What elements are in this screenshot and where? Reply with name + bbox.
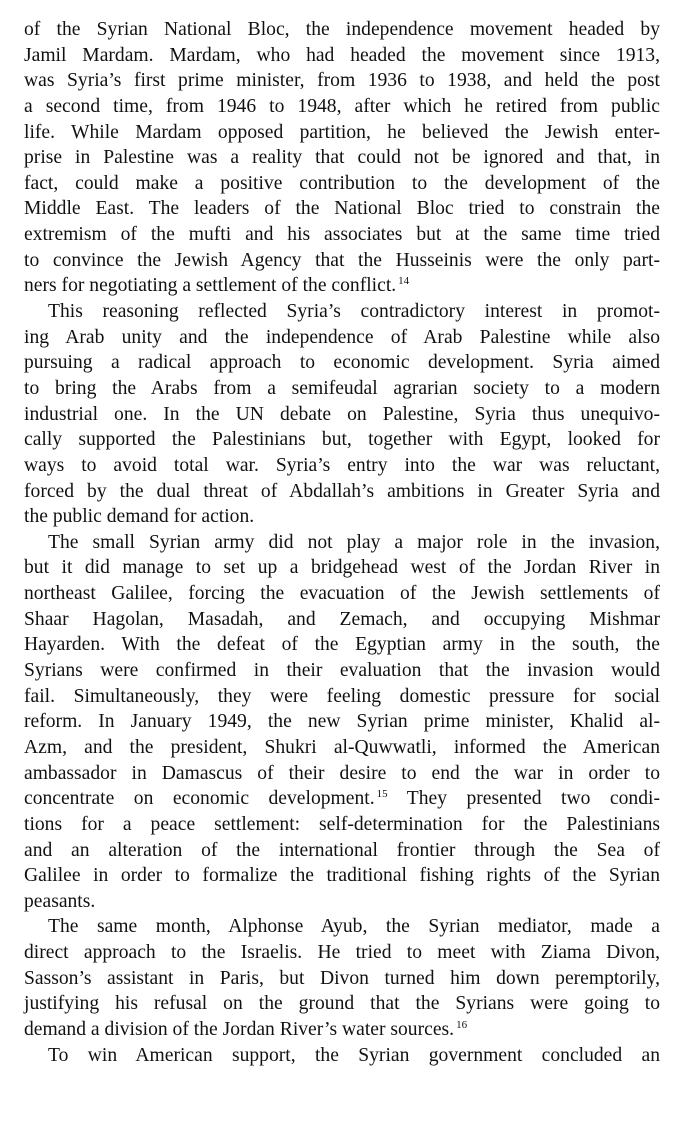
text-line (24, 684, 660, 710)
text-line (24, 940, 660, 966)
text-line (24, 991, 660, 1017)
line-text: Jamil Mardam. Mardam, who had headed the movement since 1913, (24, 44, 660, 66)
text-line (24, 350, 660, 376)
line-text: extremism of the mufti and his associates but at the same time tried (24, 224, 660, 246)
text-line (24, 786, 660, 812)
text-line (24, 658, 660, 684)
text-line (24, 735, 660, 761)
paragraph (24, 530, 660, 915)
line-text: ways to avoid total war. Syria’s entry into the war was reluctant, (24, 454, 660, 476)
line-text: ambassador in Damascus of their desire to end the war in order to (24, 762, 660, 784)
line-text: industrial one. In the UN debate on Palestine, Syria thus unequivo- (24, 403, 660, 425)
line-text: to bring the Arabs from a semifeudal agrarian society to a modern (24, 377, 660, 399)
footnote-marker[interactable]: 16 (456, 1018, 468, 1031)
text-line (24, 402, 660, 428)
text-line (24, 376, 660, 402)
text-line (24, 248, 660, 274)
line-text: cally supported the Palestinians but, together with Egypt, looked for (24, 429, 660, 451)
line-text: concentrate on economic development. (24, 788, 375, 810)
line-text: a second time, from 1946 to 1948, after which he retired from public (24, 95, 660, 117)
text-line (24, 171, 660, 197)
line-text: Azm, and the president, Shukri al-Quwwatli, informed the American (24, 736, 660, 758)
text-line (24, 325, 660, 351)
line-text: fact, could make a positive contribution to the development of the (24, 172, 660, 194)
text-line (24, 17, 660, 43)
text-line (24, 812, 660, 838)
line-text: direct approach to the Israelis. He tried to meet with Ziama Divon, (24, 942, 660, 964)
text-line (24, 453, 660, 479)
line-text: tions for a peace settlement: self-determination for the Palestinians (24, 813, 660, 835)
text-line (24, 196, 660, 222)
line-text: but it did manage to set up a bridgehead west of the Jordan River in (24, 557, 660, 579)
text-line (24, 43, 660, 69)
text-line (24, 479, 660, 505)
text-line (24, 838, 660, 864)
line-text: reform. In January 1949, the new Syrian prime minister, Khalid al- (24, 711, 660, 733)
paragraph (24, 299, 660, 530)
text-line (24, 273, 660, 299)
line-text: peasants. (24, 890, 96, 912)
text-line (24, 889, 660, 915)
footnote-marker[interactable]: 15 (376, 788, 388, 801)
line-text: They presented two condi- (387, 788, 660, 810)
document-page (24, 17, 660, 1068)
text-line (24, 222, 660, 248)
line-text: pursuing a radical approach to economic development. Syria aimed (24, 352, 660, 374)
text-line (24, 504, 660, 530)
line-text: Hayarden. With the defeat of the Egyptian army in the south, the (24, 634, 660, 656)
line-text: Shaar Hagolan, Masadah, and Zemach, and occupying Mishmar (24, 608, 660, 630)
line-text: ners for negotiating a settlement of the conflict. (24, 275, 397, 297)
line-text: the public demand for action. (24, 506, 255, 528)
line-text: ing Arab unity and the independence of Arab Palestine while also (24, 326, 660, 348)
footnote-marker[interactable]: 14 (398, 275, 410, 288)
line-text: and an alteration of the international frontier through the Sea of (24, 839, 660, 861)
text-line (24, 530, 660, 556)
line-text: This reasoning reflected Syria’s contradictory interest in promot- (48, 301, 660, 323)
text-line (24, 1043, 660, 1069)
text-line (24, 966, 660, 992)
text-line (24, 68, 660, 94)
line-text: prise in Palestine was a reality that could not be ignored and that, in (24, 147, 660, 169)
paragraph (24, 914, 660, 1042)
line-text: northeast Galilee, forcing the evacuation of the Jewish settlements of (24, 583, 660, 605)
text-line (24, 581, 660, 607)
line-text: forced by the dual threat of Abdallah’s ambitions in Greater Syria and (24, 480, 660, 502)
line-text: justifying his refusal on the ground that the Syrians were going to (24, 993, 660, 1015)
line-text: Sasson’s assistant in Paris, but Divon turned him down peremptorily, (24, 967, 660, 989)
paragraph (24, 1043, 660, 1069)
line-text: Middle East. The leaders of the National Bloc tried to constrain the (24, 198, 660, 220)
line-text: Syrians were confirmed in their evaluation that the invasion would (24, 660, 660, 682)
text-line (24, 863, 660, 889)
text-line (24, 94, 660, 120)
text-line (24, 555, 660, 581)
line-text: The small Syrian army did not play a major role in the invasion, (48, 531, 660, 553)
line-text: of the Syrian National Bloc, the independence movement headed by (24, 19, 660, 40)
text-line (24, 761, 660, 787)
text-line (24, 120, 660, 146)
line-text: Galilee in order to formalize the traditional fishing rights of the Syrian (24, 865, 660, 887)
text-line (24, 427, 660, 453)
text-line (24, 632, 660, 658)
text-line (24, 709, 660, 735)
text-line (24, 1017, 660, 1043)
line-text: to convince the Jewish Agency that the Husseinis were the only part- (24, 249, 660, 271)
paragraph (24, 17, 660, 299)
line-text: life. While Mardam opposed partition, he believed the Jewish enter- (24, 121, 660, 143)
text-line (24, 299, 660, 325)
line-text: was Syria’s first prime minister, from 1936 to 1938, and held the post (24, 70, 660, 92)
line-text: To win American support, the Syrian government concluded an (48, 1044, 660, 1066)
line-text: The same month, Alphonse Ayub, the Syrian mediator, made a (48, 916, 660, 938)
line-text: fail. Simultaneously, they were feeling domestic pressure for social (24, 685, 660, 707)
text-line (24, 914, 660, 940)
text-line (24, 145, 660, 171)
line-text: demand a division of the Jordan River’s water sources. (24, 1018, 455, 1040)
text-line (24, 607, 660, 633)
